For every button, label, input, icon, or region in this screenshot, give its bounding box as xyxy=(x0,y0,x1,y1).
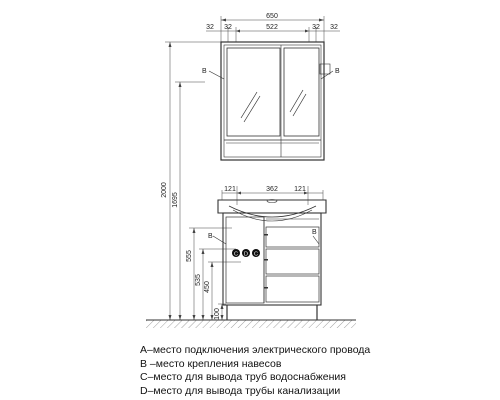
dim-margin-left-outer: 32 xyxy=(206,24,214,31)
marker-b-mirror-right: B xyxy=(335,68,340,75)
dim-sink-offset-right: 121 xyxy=(294,186,306,193)
vanity-cabinet xyxy=(223,213,321,320)
marker-b-vanity-left: B xyxy=(208,233,213,240)
floor-line xyxy=(146,320,356,328)
marker-b-vanity-right: B xyxy=(312,229,317,236)
legend-item-d: D–место для вывода трубы канализации xyxy=(140,384,341,397)
marker-b-mirror-left: B xyxy=(202,68,207,75)
height-dimension-lines xyxy=(165,42,241,320)
dim-height-total: 2000 xyxy=(161,182,168,198)
dim-sink-center-width: 362 xyxy=(266,186,278,193)
legend-item-a: A–место подключения электрического провода xyxy=(140,344,371,356)
marker-c-right: C xyxy=(254,251,258,258)
dim-height-c-upper: 555 xyxy=(186,250,193,262)
dim-sink-offset-left: 121 xyxy=(224,186,236,193)
sink-basin xyxy=(218,200,326,222)
marker-c-left: C xyxy=(234,251,238,258)
mirror-hinge-markers xyxy=(209,71,333,79)
mirror-cabinet xyxy=(221,42,324,160)
dim-height-c-lower: 535 xyxy=(195,274,202,286)
dim-height-mirror-mount: 1695 xyxy=(172,192,179,208)
dim-margin-right-inner: 32 xyxy=(312,24,320,31)
marker-b-mirror-right-box xyxy=(320,64,330,74)
dim-margin-right-outer: 32 xyxy=(330,24,338,31)
legend xyxy=(140,344,490,398)
legend-item-c: C–место для вывода труб водоснабжения xyxy=(140,371,346,383)
legend-item-b: B –место крепления навесов xyxy=(140,357,282,370)
dim-margin-left-inner: 32 xyxy=(224,24,232,31)
dim-height-floor: 100 xyxy=(214,308,221,320)
dim-height-d: 450 xyxy=(204,281,211,293)
dim-mirror-center-width: 522 xyxy=(266,24,278,31)
dim-cabinet-width: 650 xyxy=(266,13,278,20)
mirror-glare-lines xyxy=(241,90,306,122)
marker-d-center: D xyxy=(244,251,248,258)
